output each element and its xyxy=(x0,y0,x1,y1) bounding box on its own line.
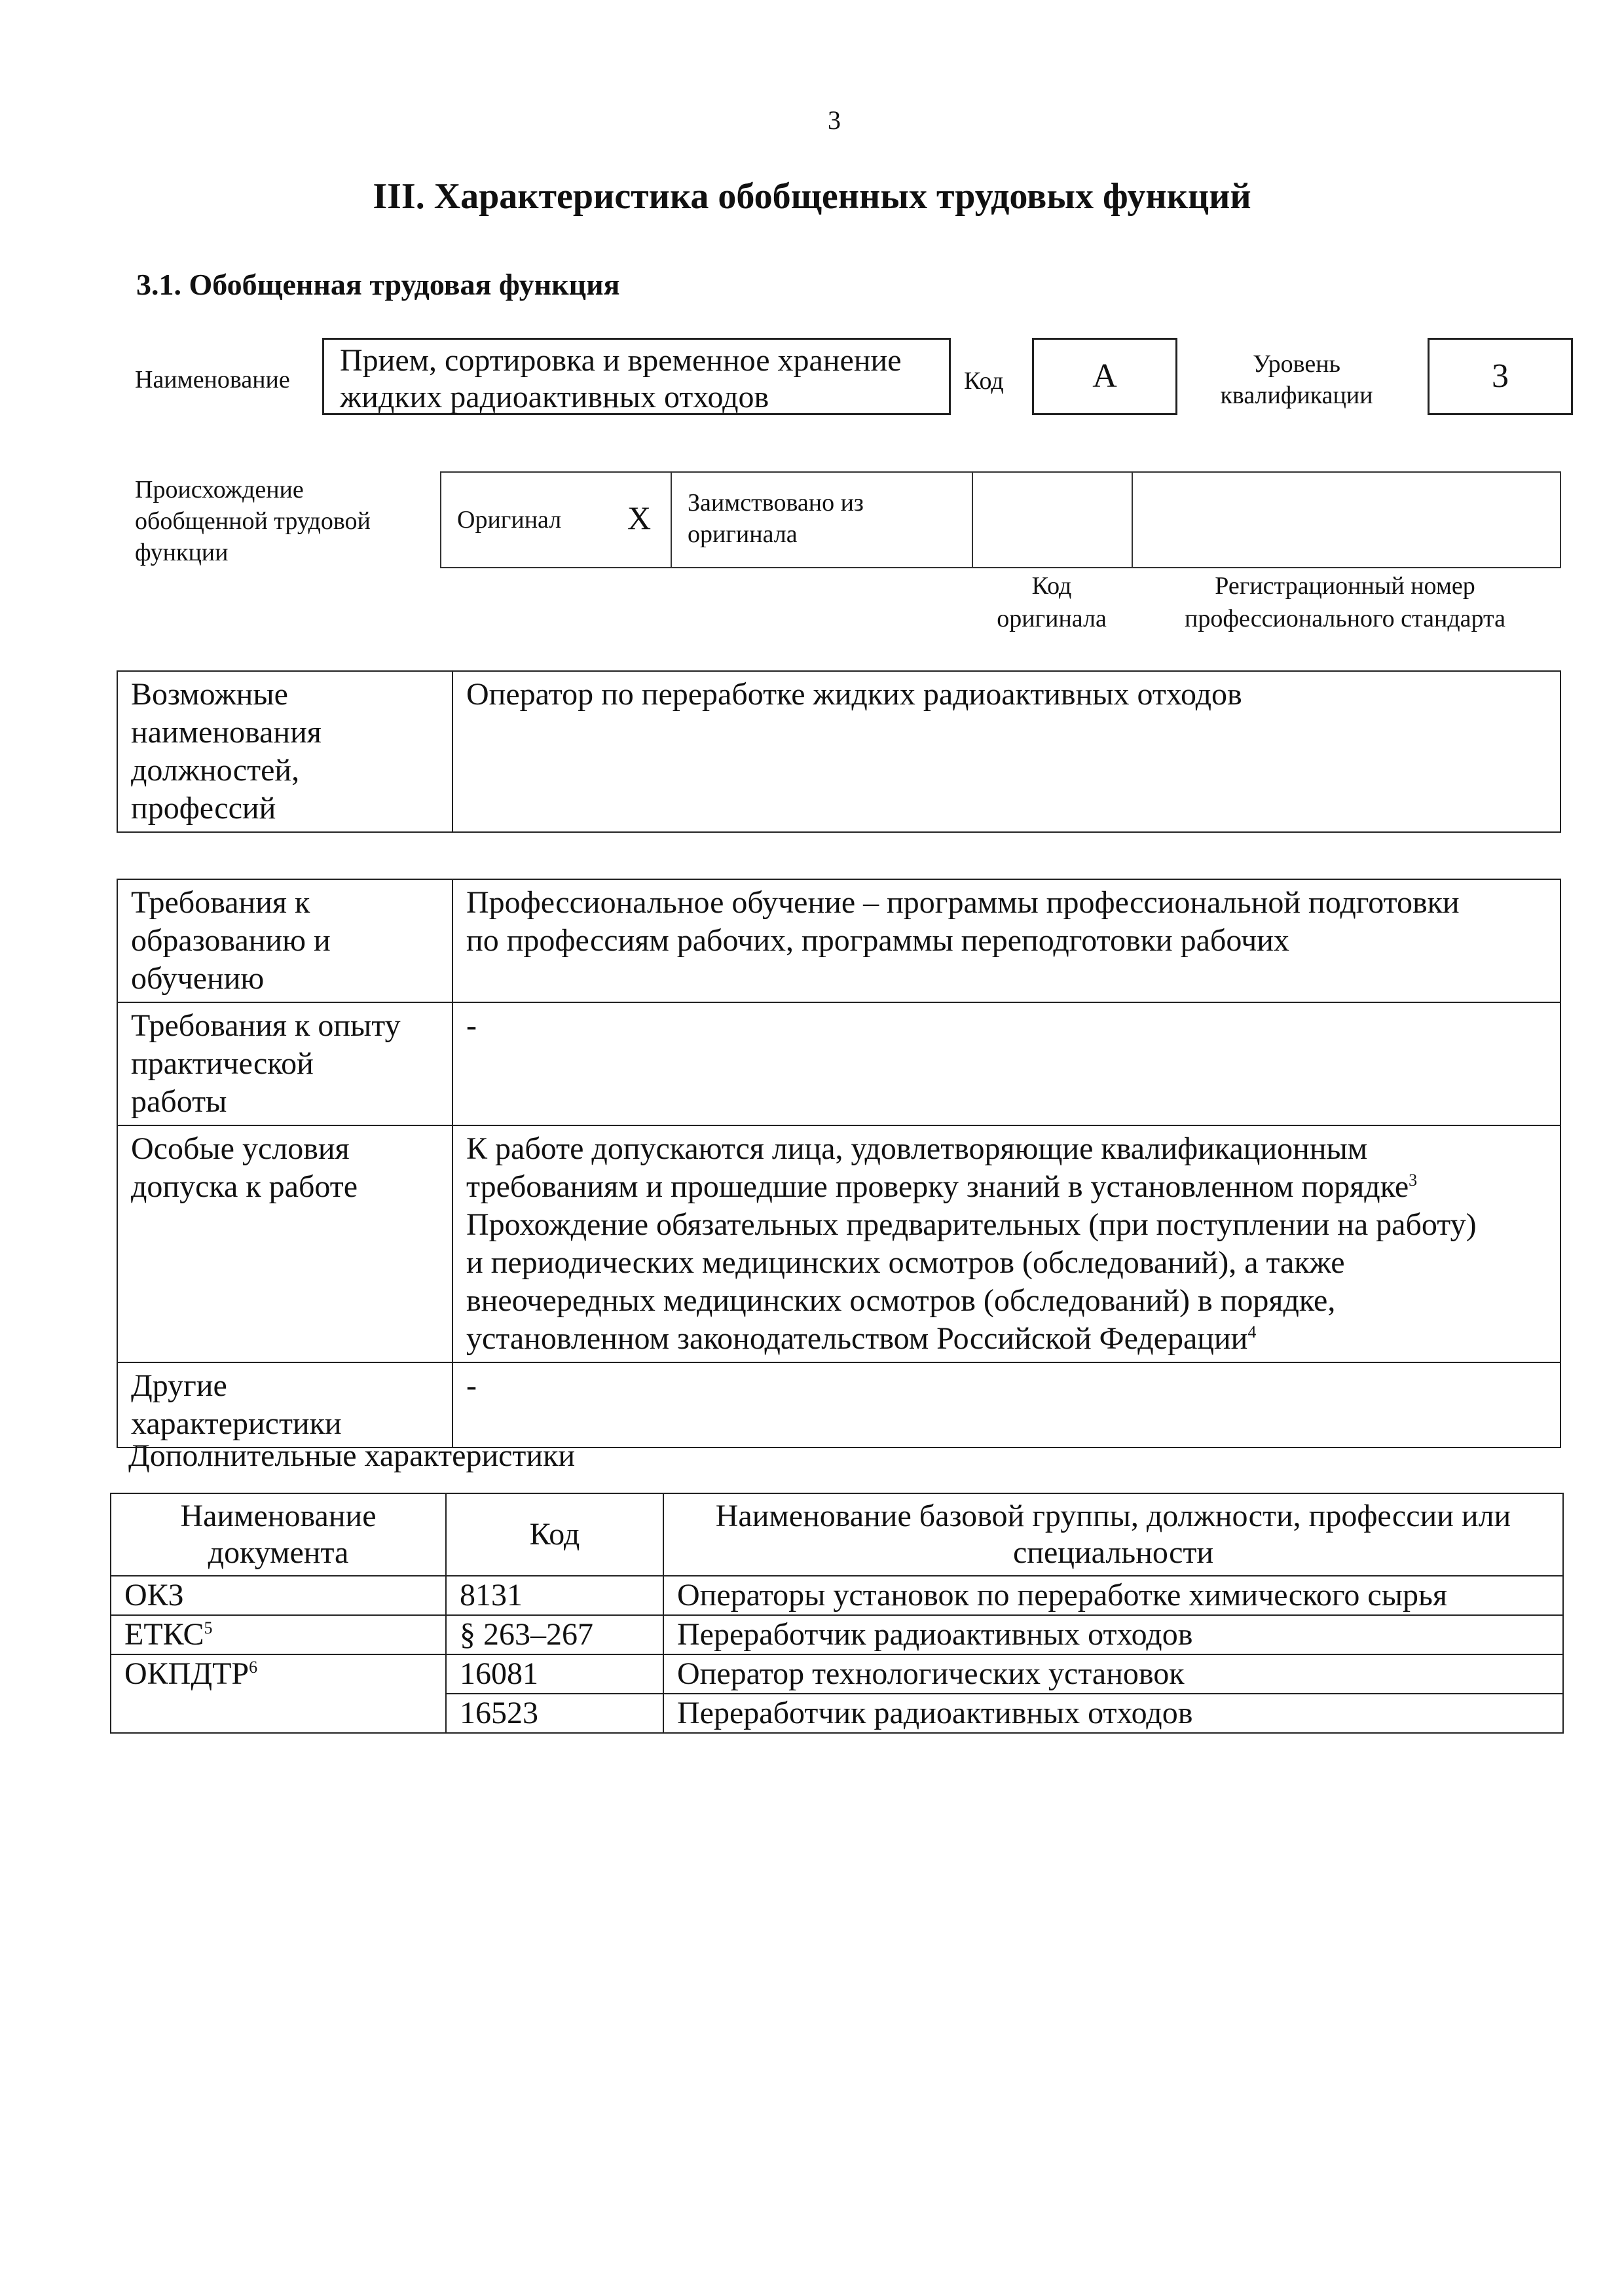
table-header-row xyxy=(111,1493,1563,1576)
row-doc-text: ЕТКС xyxy=(124,1617,204,1652)
experience-label-line2: практической xyxy=(131,1046,314,1081)
registration-number-cell xyxy=(1133,473,1560,567)
code-caption xyxy=(972,570,1132,635)
special-line1: К работе допускаются лица, удовлетворяющие квалификационным xyxy=(466,1131,1368,1166)
row-doc xyxy=(111,1576,446,1615)
special-label-line2: допуска к работе xyxy=(131,1169,358,1204)
special-line5: внеочередных медицинских осмотров (обследований) в порядке, xyxy=(466,1283,1336,1318)
table-row xyxy=(111,1615,1563,1654)
name-label: Наименование xyxy=(135,366,290,393)
table-row xyxy=(117,1362,1560,1448)
col-doc-header-line1: Наименование xyxy=(180,1499,377,1533)
table-row xyxy=(111,1576,1563,1615)
education-value-line2: по профессиям рабочих, программы переподготовки рабочих xyxy=(466,923,1289,958)
row-doc xyxy=(111,1654,446,1733)
origin-label-line2: обобщенной трудовой xyxy=(135,507,371,535)
table-row xyxy=(111,1654,1563,1694)
positions-label-line4: профессий xyxy=(131,791,276,826)
page-number: 3 xyxy=(828,105,841,135)
code-caption-line2: оригинала xyxy=(997,605,1107,632)
subsection-title: 3.1. Обобщенная трудовая функция xyxy=(136,268,620,301)
origin-label xyxy=(135,474,371,568)
reg-caption xyxy=(1132,570,1559,635)
special-value xyxy=(452,1125,1560,1362)
special-line6-text: установленном законодательством Российской Федерации xyxy=(466,1321,1248,1356)
positions-label-line3: должностей, xyxy=(131,753,300,788)
education-label-line1: Требования к xyxy=(131,885,310,920)
special-line2 xyxy=(466,1168,1547,1206)
positions-label-line1: Возможные xyxy=(131,677,288,712)
col-name-header xyxy=(663,1493,1563,1576)
experience-label xyxy=(117,1002,452,1125)
education-value-line1: Профессиональное обучение – программы профессиональной подготовки xyxy=(466,885,1460,920)
experience-label-line3: работы xyxy=(131,1084,227,1119)
row-doc-text: ОКЗ xyxy=(124,1578,184,1613)
reg-caption-line2: профессионального стандарта xyxy=(1185,605,1505,632)
original-mark: X xyxy=(627,500,652,536)
col-name-header-line1: Наименование базовой группы, должности, профессии или xyxy=(715,1499,1511,1533)
original-code-cell xyxy=(973,473,1133,567)
footnote-ref-3: 3 xyxy=(1409,1171,1418,1190)
special-label xyxy=(117,1125,452,1362)
row-name: Переработчик радиоактивных отходов xyxy=(663,1694,1563,1733)
level-label xyxy=(1205,348,1388,411)
level-label-line2: квалификации xyxy=(1220,382,1373,409)
table-row xyxy=(117,1125,1560,1362)
row-code: 16523 xyxy=(446,1694,663,1733)
row-name: Операторы установок по переработке химического сырья xyxy=(663,1576,1563,1615)
borrowed-line1: Заимствовано из xyxy=(688,489,864,517)
col-code-header: Код xyxy=(446,1493,663,1576)
row-name: Оператор технологических установок xyxy=(663,1654,1563,1694)
positions-label-line2: наименования xyxy=(131,715,322,750)
reg-caption-line1: Регистрационный номер xyxy=(1215,572,1475,600)
other-label xyxy=(117,1362,452,1448)
row-code: 8131 xyxy=(446,1576,663,1615)
education-label-line2: образованию и xyxy=(131,923,331,958)
experience-label-line1: Требования к опыту xyxy=(131,1008,401,1043)
footnote-ref-4: 4 xyxy=(1247,1322,1257,1341)
original-label: Оригинал xyxy=(457,506,562,534)
additional-caption: Дополнительные характеристики xyxy=(128,1438,576,1473)
col-doc-header xyxy=(111,1493,446,1576)
original-cell xyxy=(441,473,672,567)
name-value-line1: Прием, сортировка и временное хранение xyxy=(340,343,902,378)
col-doc-header-line2: документа xyxy=(208,1535,349,1570)
row-doc xyxy=(111,1615,446,1654)
other-label-line1: Другие xyxy=(131,1368,227,1403)
positions-table xyxy=(117,670,1561,833)
origin-table xyxy=(440,471,1561,568)
section-title: III. Характеристика обобщенных трудовых функций xyxy=(373,176,1251,217)
education-label-line3: обучению xyxy=(131,961,265,996)
row-doc-footnote: 6 xyxy=(249,1658,258,1677)
other-value: - xyxy=(452,1362,1560,1448)
special-label-line1: Особые условия xyxy=(131,1131,350,1166)
level-value: 3 xyxy=(1428,338,1573,415)
positions-value: Оператор по переработке жидких радиоактивных отходов xyxy=(452,671,1560,832)
table-row xyxy=(117,1002,1560,1125)
education-value xyxy=(452,879,1560,1002)
table-row xyxy=(117,879,1560,1002)
row-doc-text: ОКПДТР xyxy=(124,1656,249,1691)
origin-label-line3: функции xyxy=(135,539,229,566)
borrowed-cell xyxy=(672,473,973,567)
other-label-line2: характеристики xyxy=(131,1406,342,1441)
special-line3: Прохождение обязательных предварительных (при поступлении на работу) xyxy=(466,1207,1477,1242)
requirements-table xyxy=(117,879,1561,1448)
level-label-line1: Уровень xyxy=(1253,350,1340,378)
additional-table xyxy=(110,1493,1564,1734)
education-label xyxy=(117,879,452,1002)
experience-value: - xyxy=(452,1002,1560,1125)
borrowed-line2: оригинала xyxy=(688,520,798,548)
special-line4: и периодических медицинских осмотров (обследований), а также xyxy=(466,1245,1345,1280)
col-name-header-line2: специальности xyxy=(1012,1535,1214,1570)
special-line6 xyxy=(466,1320,1547,1358)
name-value-box xyxy=(322,338,951,415)
origin-label-line1: Происхождение xyxy=(135,476,304,503)
code-label: Код xyxy=(964,367,1004,395)
code-value: А xyxy=(1032,338,1177,415)
row-doc-footnote: 5 xyxy=(204,1618,213,1637)
positions-label xyxy=(117,671,452,832)
special-line2-text: требованиям и прошедшие проверку знаний в установленном порядке xyxy=(466,1169,1409,1204)
table-row xyxy=(117,671,1560,832)
name-value-line2: жидких радиоактивных отходов xyxy=(340,380,769,414)
row-code: § 263–267 xyxy=(446,1615,663,1654)
row-code: 16081 xyxy=(446,1654,663,1694)
code-caption-line1: Код xyxy=(1031,572,1072,600)
row-name: Переработчик радиоактивных отходов xyxy=(663,1615,1563,1654)
